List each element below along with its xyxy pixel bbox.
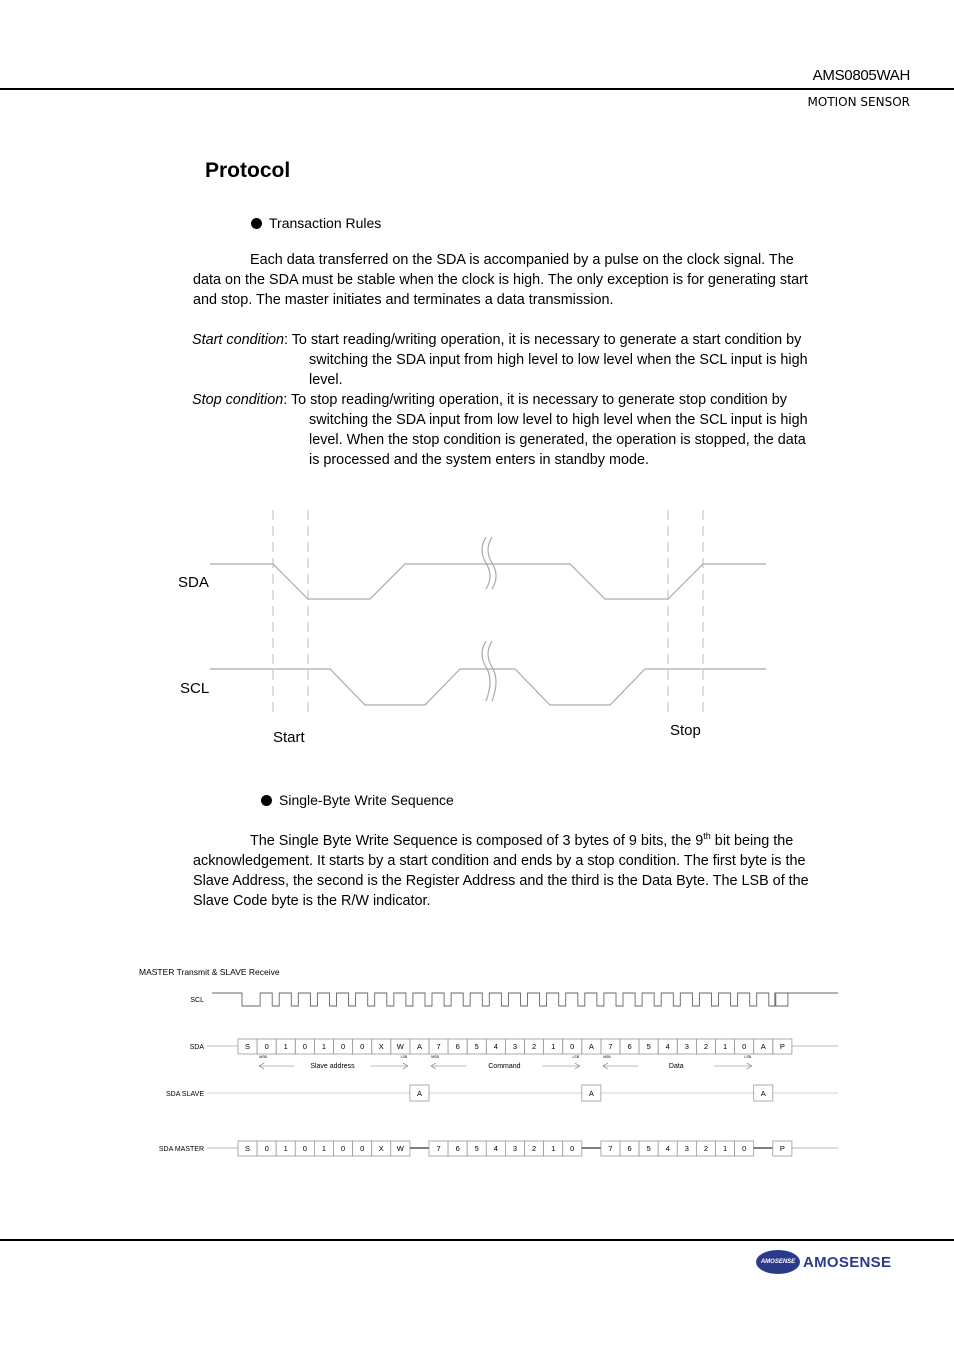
master-bit: S: [245, 1144, 251, 1153]
master-bit: 7: [608, 1144, 613, 1153]
paragraph-line: data on the SDA must be stable when the clock is high. The only exception is for generating start: [193, 272, 808, 288]
sda-bit: 1: [722, 1042, 728, 1051]
transaction-rules-paragraph: [193, 250, 823, 310]
single-byte-heading: [261, 792, 454, 808]
sda-bit: 7: [436, 1042, 441, 1051]
sda-bit: 5: [474, 1042, 479, 1051]
master-bit: 0: [360, 1144, 365, 1153]
document-subtitle: MOTION SENSOR: [807, 95, 910, 109]
sda-bit: A: [588, 1042, 594, 1051]
paragraph-line: and stop. The master initiates and terminates a data transmission.: [193, 292, 614, 308]
master-bit: 7: [436, 1144, 441, 1153]
master-bit: 4: [493, 1144, 498, 1153]
sda-bit: 0: [302, 1042, 307, 1051]
start-stop-timing-diagram: [0, 500, 954, 760]
sda-bit: 3: [512, 1042, 518, 1051]
sda-bit: X: [378, 1042, 384, 1051]
master-bit: 0: [742, 1144, 747, 1153]
paragraph-line: Slave Code byte is the R/W indicator.: [193, 892, 431, 909]
sda-bit: 0: [360, 1042, 365, 1051]
bullet-icon: [261, 795, 272, 806]
stop-label: Stop: [670, 722, 701, 739]
slave-ack-bit: A: [760, 1089, 766, 1098]
msb-marker: MSB: [603, 1055, 611, 1059]
sda-bit: 1: [283, 1042, 288, 1051]
sda-label: SDA: [178, 574, 209, 591]
transaction-rules-heading: [251, 215, 381, 231]
lsb-marker: LSB: [572, 1055, 580, 1059]
start-condition-cont: switching the SDA input from high level to low level when the SCL input is high: [309, 352, 808, 368]
sda-bit: 0: [742, 1042, 747, 1051]
stop-condition-cont: level. When the stop condition is generated, the operation is stopped, the data: [309, 432, 806, 448]
bullet-icon: [251, 218, 262, 229]
heading-label: Transaction Rules: [269, 215, 382, 231]
msb-marker: MSB: [259, 1055, 267, 1059]
sequence-group-label: Slave address: [310, 1063, 355, 1070]
sda-waveform: [210, 564, 766, 599]
start-condition-label: Start condition: [192, 332, 284, 348]
document-model-number: AMS0805WAH: [812, 67, 910, 84]
sda-bit: S: [245, 1042, 251, 1051]
sda-bit: 4: [493, 1042, 498, 1051]
scl-label: SCL: [180, 680, 210, 697]
section-title: Protocol: [205, 159, 291, 182]
master-bit: P: [779, 1144, 785, 1153]
master-bit: 2: [703, 1144, 709, 1153]
master-bit: 1: [551, 1144, 556, 1153]
superscript: th: [703, 831, 711, 841]
start-label: Start: [273, 729, 305, 746]
single-byte-paragraph: [193, 826, 823, 911]
sda-bit: A: [416, 1042, 422, 1051]
stop-condition-text: : To stop reading/writing operation, it is necessary to generate stop condition by: [283, 392, 787, 408]
master-bit: 6: [627, 1144, 632, 1153]
sda-master-row-label: SDA MASTER: [158, 1146, 204, 1153]
slave-ack-bit: A: [588, 1089, 594, 1098]
amosense-logo-badge: AMOSENSE: [756, 1250, 800, 1274]
sda-bit: W: [396, 1042, 404, 1051]
stop-condition-cont: switching the SDA input from low level to high level when the SCL input is high: [309, 412, 808, 428]
stop-condition-cont: is processed and the system enters in standby mode.: [309, 452, 649, 468]
start-condition: [192, 330, 832, 390]
scl-row-label: SCL: [190, 997, 204, 1004]
write-sequence-diagram: [0, 960, 954, 1160]
lsb-marker: LSB: [400, 1055, 408, 1059]
paragraph-line: The Single Byte Write Sequence is composed of 3 bytes of 9 bits, the 9: [250, 832, 704, 849]
master-bit: 0: [340, 1144, 346, 1153]
sda-bit: 6: [627, 1042, 632, 1051]
master-bit: 1: [283, 1144, 288, 1153]
master-bit: 1: [321, 1144, 327, 1153]
sda-bit: 5: [646, 1042, 651, 1051]
sda-bit: P: [779, 1042, 785, 1051]
header-rule: [0, 88, 954, 90]
start-condition-text: : To start reading/writing operation, it is necessary to generate a start condition by: [284, 332, 802, 348]
sda-bit: 1: [551, 1042, 556, 1051]
sequence-group-label: Data: [668, 1063, 684, 1070]
scl-waveform: [210, 669, 766, 705]
sda-bit: 0: [264, 1042, 269, 1051]
master-bit: 1: [722, 1144, 728, 1153]
sda-bit: A: [760, 1042, 766, 1051]
sda-bit: 3: [684, 1042, 689, 1051]
start-condition-cont: level.: [309, 372, 343, 388]
paragraph-line: Slave Address, the second is the Register Address and the third is the Data Byte. The LSB of the: [193, 872, 809, 889]
sda-slave-row-label: SDA SLAVE: [165, 1091, 204, 1098]
heading-label: Single-Byte Write Sequence: [279, 792, 454, 808]
msb-marker: MSB: [431, 1055, 439, 1059]
master-bit: 0: [264, 1144, 269, 1153]
scl-clock-waveform: [212, 993, 838, 1006]
footer-rule: [0, 1239, 954, 1241]
sda-bit: 4: [665, 1042, 670, 1051]
master-bit: 5: [474, 1144, 479, 1153]
sda-bit: 0: [340, 1042, 346, 1051]
master-bit: 4: [665, 1144, 670, 1153]
sda-bit: 1: [321, 1042, 327, 1051]
slave-ack-bit: A: [416, 1089, 422, 1098]
master-bit: 6: [455, 1144, 460, 1153]
stop-condition: [192, 390, 832, 470]
stop-condition-label: Stop condition: [192, 392, 284, 408]
master-bit: 2: [531, 1144, 537, 1153]
sda-bit: 0: [570, 1042, 575, 1051]
sda-bit: 7: [608, 1042, 613, 1051]
paragraph-line: Each data transferred on the SDA is accompanied by a pulse on the clock signal. The: [250, 252, 794, 268]
sda-row-label: SDA: [189, 1044, 204, 1051]
paragraph-line: acknowledgement. It starts by a start condition and ends by a stop condition. The first byte is the: [193, 852, 806, 869]
master-bit: W: [396, 1144, 404, 1153]
master-bit: 3: [684, 1144, 689, 1153]
sda-bit: 2: [531, 1042, 537, 1051]
master-bit: 3: [512, 1144, 518, 1153]
amosense-logo-text: AMOSENSE: [803, 1254, 892, 1271]
sequence-title: MASTER Transmit & SLAVE Receive: [139, 967, 280, 977]
sda-bit: 2: [703, 1042, 709, 1051]
lsb-marker: LSB: [744, 1055, 752, 1059]
master-bit: 5: [646, 1144, 651, 1153]
sda-bit: 6: [455, 1042, 460, 1051]
master-bit: 0: [570, 1144, 575, 1153]
paragraph-line: bit being the: [710, 832, 794, 849]
master-bit: X: [378, 1144, 384, 1153]
master-bit: 0: [302, 1144, 307, 1153]
sequence-group-label: Command: [488, 1063, 521, 1070]
